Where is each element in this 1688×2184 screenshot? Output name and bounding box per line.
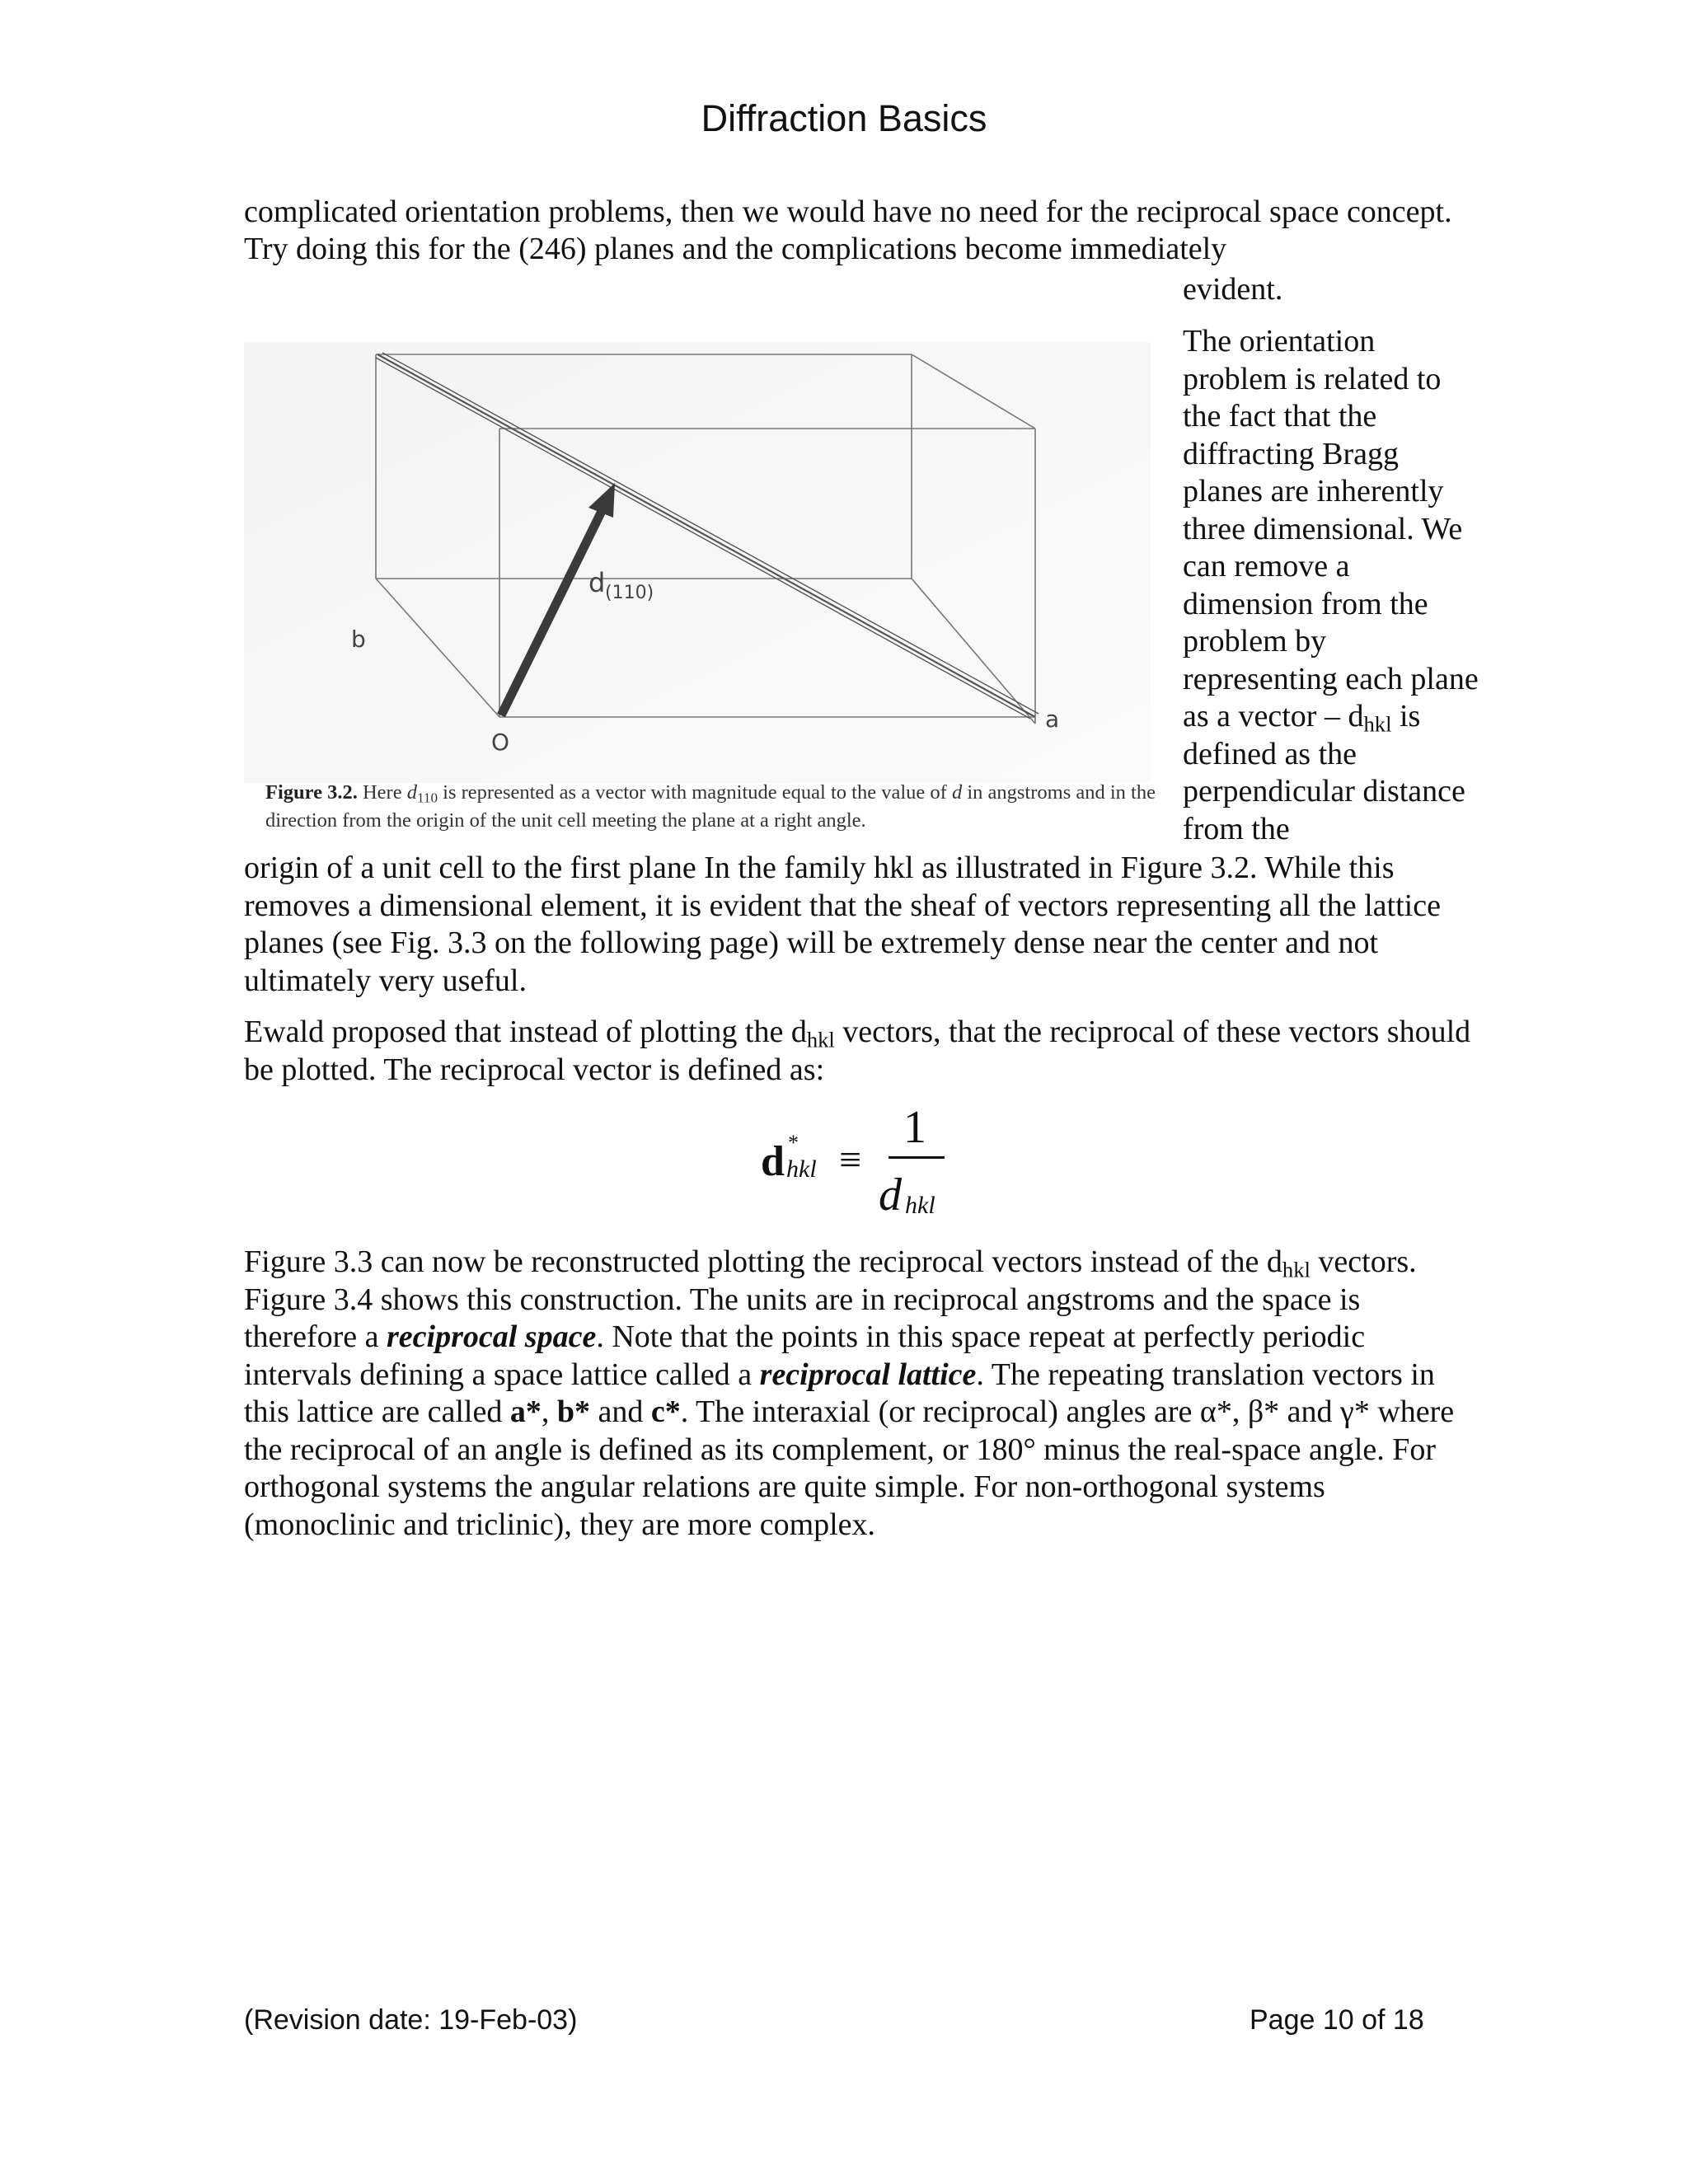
eq-denominator-symbol: d bbox=[879, 1169, 902, 1221]
figure-caption: Figure 3.2. Here $d_{110}$ is represented as a vector with magnitude equal to the value of d in angstroms and in the direction from the origin of the unit cell meeting the plane at a right angle. bbox=[265, 781, 1156, 832]
footer-revision-date: (Revision date: 19-Feb-03) bbox=[244, 2004, 578, 2036]
running-header: Diffraction Basics bbox=[701, 97, 987, 139]
reciprocal-vector-equation bbox=[742, 1104, 956, 1228]
term-reciprocal-space: reciprocal space bbox=[387, 1319, 597, 1354]
side-paragraph: The orientation problem is related to the fact that the diffracting Bragg planes are inherently three dimensional. We can remove a dimension from the problem by representing each plane as a vector – $d_{hkl}$ is defined as the perpendicular distance from the bbox=[1183, 324, 1479, 846]
paragraph-intro: complicated orientation problems, then we would have no need for the reciprocal space concept. Try doing this for the (246) planes and the complications become immediately bbox=[244, 194, 1452, 266]
paragraph-intro-last-word: evident. bbox=[1183, 272, 1283, 307]
eq-denominator-subscript: hkl bbox=[905, 1192, 935, 1219]
eq-lhs-subscript: hkl bbox=[786, 1155, 817, 1183]
paragraph-ewald: Ewald proposed that instead of plotting the $d_{hkl}$ vectors, that the reciprocal of these vectors should be plotted. The reciprocal vector is defined as: bbox=[244, 1015, 1471, 1087]
label-b-axis: b bbox=[351, 626, 366, 653]
unit-cell-diagram bbox=[244, 321, 1159, 783]
paragraph-reciprocal-space: Figure 3.3 can now be reconstructed plotting the reciprocal vectors instead of the $d_{hkl}$ vectors. Figure 3.4 shows this construction. The units are in reciprocal angstroms and the space is therefore a reciprocal space. Note that the points in this space repeat at perfectly periodic intervals defining a space lattice called a reciprocal lattice. The repeating translation vectors in this lattice are called a*, b* and c*. The interaxial (or reciprocal) angles are α*, β* and γ* where the reciprocal of an angle is defined as its complement, or 180° minus the real-space angle. For orthogonal systems the angular relations are quite simple. For non-orthogonal systems (monoclinic and triclinic), they are more complex. bbox=[244, 1244, 1455, 1542]
term-reciprocal-lattice: reciprocal lattice bbox=[759, 1357, 977, 1392]
figure-3-2 bbox=[244, 321, 1159, 841]
label-origin: O bbox=[491, 729, 510, 756]
paragraph-origin: origin of a unit cell to the first plane In the family hkl as illustrated in Figure 3.2. While this removes a dimensional element, it is evident that the sheaf of vectors representing all the lattice planes (see Fig. 3.3 on the following page) will be extremely dense near the center and not ultimately very useful. bbox=[244, 851, 1441, 998]
label-a-axis: a bbox=[1045, 705, 1060, 733]
eq-lhs-symbol: d bbox=[761, 1138, 785, 1185]
label-d-subscript: (110) bbox=[605, 583, 654, 603]
footer-page-number: Page 10 of 18 bbox=[1250, 2004, 1424, 2036]
eq-fraction-bar bbox=[889, 1156, 945, 1159]
eq-numerator: 1 bbox=[903, 1102, 926, 1153]
eq-relation: ≡ bbox=[839, 1138, 862, 1182]
label-d: d bbox=[588, 567, 606, 598]
caption-label: Figure 3.2. bbox=[265, 781, 358, 804]
eq-lhs-superscript: * bbox=[788, 1131, 799, 1155]
